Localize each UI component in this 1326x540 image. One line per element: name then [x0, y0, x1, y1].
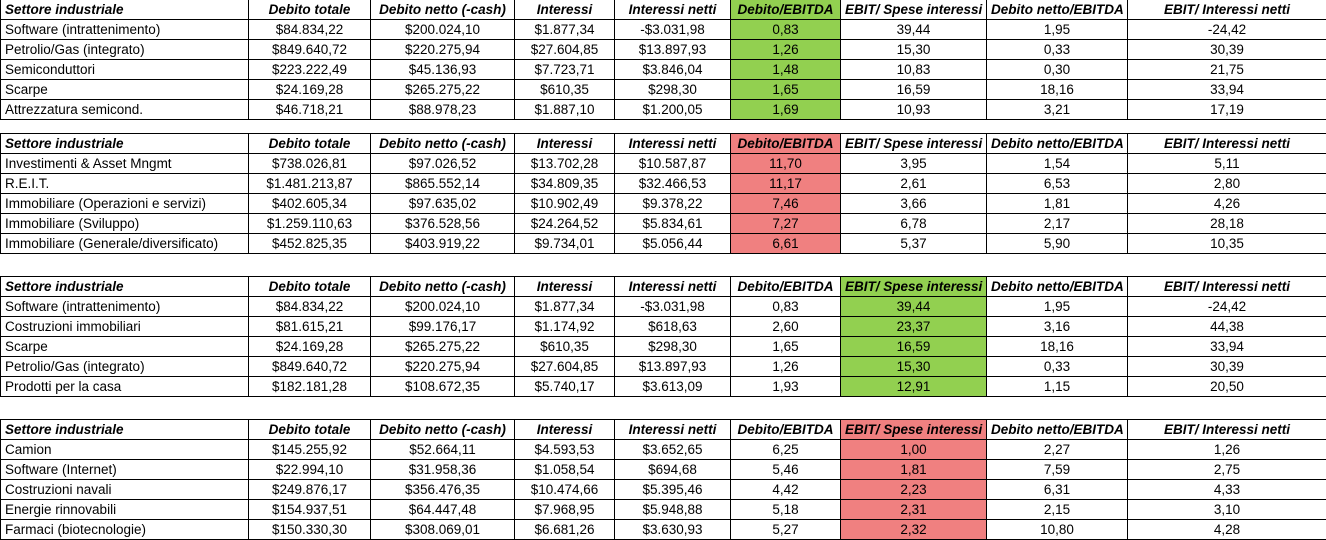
value-cell[interactable]: 4,28	[1128, 520, 1326, 540]
column-header[interactable]: Settore industriale	[1, 420, 249, 440]
table-row	[1, 214, 1326, 234]
table-row	[1, 40, 1326, 60]
table-row	[1, 440, 1326, 460]
sector-cell[interactable]: Prodotti per la casa	[1, 377, 249, 397]
value-cell[interactable]: $6.681,26	[515, 520, 615, 540]
sector-cell[interactable]: Camion	[1, 440, 249, 460]
value-cell[interactable]: $31.958,36	[371, 460, 515, 480]
value-cell[interactable]: 33,94	[1128, 80, 1326, 100]
column-header[interactable]: Debito netto (-cash)	[371, 134, 515, 154]
value-cell[interactable]: 7,46	[731, 194, 841, 214]
value-cell[interactable]: 1,26	[731, 357, 841, 377]
sector-cell[interactable]: Costruzioni navali	[1, 480, 249, 500]
value-cell[interactable]: $34.809,35	[515, 174, 615, 194]
value-cell[interactable]: $3.846,04	[615, 60, 731, 80]
value-cell[interactable]: 1,93	[731, 377, 841, 397]
data-table	[0, 0, 1326, 120]
column-header[interactable]: Debito netto (-cash)	[371, 420, 515, 440]
value-cell[interactable]: $154.937,51	[249, 500, 371, 520]
value-cell[interactable]: 7,27	[731, 214, 841, 234]
value-cell[interactable]: 1,69	[731, 100, 841, 120]
value-cell[interactable]: 4,26	[1128, 194, 1326, 214]
column-header[interactable]: EBIT/ Spese interessi	[841, 134, 987, 154]
value-cell[interactable]: $849.640,72	[249, 357, 371, 377]
value-cell[interactable]: 30,39	[1128, 40, 1326, 60]
value-cell[interactable]: $452.825,35	[249, 234, 371, 254]
value-cell[interactable]: $5.834,61	[615, 214, 731, 234]
value-cell[interactable]: $1.174,92	[515, 317, 615, 337]
value-cell[interactable]: 5,18	[731, 500, 841, 520]
column-header[interactable]: Interessi	[515, 420, 615, 440]
column-header[interactable]: EBIT/ Interessi netti	[1128, 420, 1326, 440]
value-cell[interactable]: $298,30	[615, 80, 731, 100]
value-cell[interactable]: $1.200,05	[615, 100, 731, 120]
value-cell[interactable]: $376.528,56	[371, 214, 515, 234]
value-cell[interactable]: $24.169,28	[249, 337, 371, 357]
column-header[interactable]: Interessi netti	[615, 134, 731, 154]
sector-cell[interactable]: Scarpe	[1, 337, 249, 357]
value-cell[interactable]: 28,18	[1128, 214, 1326, 234]
value-cell[interactable]: $694,68	[615, 460, 731, 480]
value-cell[interactable]: 12,91	[841, 377, 987, 397]
value-cell[interactable]: 30,39	[1128, 357, 1326, 377]
value-cell[interactable]: $99.176,17	[371, 317, 515, 337]
value-cell[interactable]: 5,46	[731, 460, 841, 480]
value-cell[interactable]: 10,83	[841, 60, 987, 80]
column-header[interactable]: Interessi	[515, 134, 615, 154]
sector-cell[interactable]: Software (intrattenimento)	[1, 20, 249, 40]
value-cell[interactable]: $220.275,94	[371, 357, 515, 377]
value-cell[interactable]: $3.630,93	[615, 520, 731, 540]
value-cell[interactable]: $22.994,10	[249, 460, 371, 480]
table-row	[1, 480, 1326, 500]
value-cell[interactable]: 44,38	[1128, 317, 1326, 337]
table-row	[1, 60, 1326, 80]
sector-cell[interactable]: Farmaci (biotecnologie)	[1, 520, 249, 540]
value-cell[interactable]: $3.652,65	[615, 440, 731, 460]
value-cell[interactable]: 39,44	[841, 297, 987, 317]
column-header[interactable]: EBIT/ Spese interessi	[841, 0, 987, 20]
column-header[interactable]: EBIT/ Interessi netti	[1128, 277, 1326, 297]
sector-cell[interactable]: Software (intrattenimento)	[1, 297, 249, 317]
value-cell[interactable]: $738.026,81	[249, 154, 371, 174]
value-cell[interactable]: 2,61	[841, 174, 987, 194]
column-header[interactable]: Debito/EBITDA	[731, 134, 841, 154]
value-cell[interactable]: $249.876,17	[249, 480, 371, 500]
value-cell[interactable]: $5.740,17	[515, 377, 615, 397]
value-cell[interactable]: 11,70	[731, 154, 841, 174]
value-cell[interactable]: $81.615,21	[249, 317, 371, 337]
table-row	[1, 500, 1326, 520]
column-header[interactable]: Debito/EBITDA	[731, 420, 841, 440]
value-cell[interactable]: 6,78	[841, 214, 987, 234]
value-cell[interactable]: $13.897,93	[615, 357, 731, 377]
value-cell[interactable]: $32.466,53	[615, 174, 731, 194]
value-cell[interactable]: 10,93	[841, 100, 987, 120]
value-cell[interactable]: 11,17	[731, 174, 841, 194]
value-cell[interactable]: $46.718,21	[249, 100, 371, 120]
value-cell[interactable]: 1,48	[731, 60, 841, 80]
value-cell[interactable]: -24,42	[1128, 297, 1326, 317]
value-cell[interactable]: $97.026,52	[371, 154, 515, 174]
value-cell[interactable]: $84.834,22	[249, 20, 371, 40]
header-row	[1, 420, 1326, 440]
value-cell[interactable]: 1,26	[1128, 440, 1326, 460]
value-cell[interactable]: 5,37	[841, 234, 987, 254]
value-cell[interactable]: 18,16	[987, 80, 1128, 100]
value-cell[interactable]: 15,30	[841, 357, 987, 377]
sector-cell[interactable]: Investimenti & Asset Mngmt	[1, 154, 249, 174]
value-cell[interactable]: -24,42	[1128, 20, 1326, 40]
value-cell[interactable]: 1,54	[987, 154, 1128, 174]
value-cell[interactable]: $108.672,35	[371, 377, 515, 397]
sector-cell[interactable]: Immobiliare (Sviluppo)	[1, 214, 249, 234]
value-cell[interactable]: $7.968,95	[515, 500, 615, 520]
table-row	[1, 460, 1326, 480]
column-header[interactable]: Debito netto/EBITDA	[987, 277, 1128, 297]
column-header[interactable]: Debito/EBITDA	[731, 0, 841, 20]
value-cell[interactable]: $265.275,22	[371, 80, 515, 100]
value-cell[interactable]: $308.069,01	[371, 520, 515, 540]
value-cell[interactable]: $4.593,53	[515, 440, 615, 460]
value-cell[interactable]: $610,35	[515, 337, 615, 357]
value-cell[interactable]: $298,30	[615, 337, 731, 357]
column-header[interactable]: Interessi netti	[615, 420, 731, 440]
value-cell[interactable]: 2,32	[841, 520, 987, 540]
column-header[interactable]: Debito totale	[249, 134, 371, 154]
value-cell[interactable]: 2,80	[1128, 174, 1326, 194]
column-header[interactable]: Debito/EBITDA	[731, 277, 841, 297]
value-cell[interactable]: $7.723,71	[515, 60, 615, 80]
value-cell[interactable]: 1,00	[841, 440, 987, 460]
value-cell[interactable]: 4,33	[1128, 480, 1326, 500]
value-cell[interactable]: 15,30	[841, 40, 987, 60]
table-row	[1, 377, 1326, 397]
value-cell[interactable]: $64.447,48	[371, 500, 515, 520]
value-cell[interactable]: $265.275,22	[371, 337, 515, 357]
value-cell[interactable]: $618,63	[615, 317, 731, 337]
value-cell[interactable]: 5,11	[1128, 154, 1326, 174]
sector-cell[interactable]: Energie rinnovabili	[1, 500, 249, 520]
value-cell[interactable]: 33,94	[1128, 337, 1326, 357]
value-cell[interactable]: 5,90	[987, 234, 1128, 254]
table-row	[1, 337, 1326, 357]
table-row	[1, 20, 1326, 40]
value-cell[interactable]: $24.169,28	[249, 80, 371, 100]
sector-cell[interactable]: Immobiliare (Operazioni e servizi)	[1, 194, 249, 214]
header-row	[1, 277, 1326, 297]
value-cell[interactable]: 1,65	[731, 80, 841, 100]
value-cell[interactable]: 2,23	[841, 480, 987, 500]
table-row	[1, 234, 1326, 254]
column-header[interactable]: Debito totale	[249, 0, 371, 20]
value-cell[interactable]: $1.259.110,63	[249, 214, 371, 234]
column-header[interactable]: Interessi	[515, 277, 615, 297]
column-header[interactable]: EBIT/ Spese interessi	[841, 420, 987, 440]
value-cell[interactable]: $1.058,54	[515, 460, 615, 480]
value-cell[interactable]: 1,26	[731, 40, 841, 60]
value-cell[interactable]: -$3.031,98	[615, 20, 731, 40]
value-cell[interactable]: 3,21	[987, 100, 1128, 120]
value-cell[interactable]: $13.702,28	[515, 154, 615, 174]
value-cell[interactable]: 6,53	[987, 174, 1128, 194]
table-row	[1, 357, 1326, 377]
value-cell[interactable]: $182.181,28	[249, 377, 371, 397]
value-cell[interactable]: 7,59	[987, 460, 1128, 480]
value-cell[interactable]: 0,83	[731, 20, 841, 40]
column-header[interactable]: Interessi netti	[615, 0, 731, 20]
header-row	[1, 134, 1326, 154]
column-header[interactable]: Interessi netti	[615, 277, 731, 297]
value-cell[interactable]: 3,66	[841, 194, 987, 214]
value-cell[interactable]: 23,37	[841, 317, 987, 337]
value-cell[interactable]: 2,15	[987, 500, 1128, 520]
value-cell[interactable]: $223.222,49	[249, 60, 371, 80]
value-cell[interactable]: 0,33	[987, 40, 1128, 60]
value-cell[interactable]: 2,75	[1128, 460, 1326, 480]
value-cell[interactable]: $220.275,94	[371, 40, 515, 60]
sector-cell[interactable]: Software (Internet)	[1, 460, 249, 480]
value-cell[interactable]: 1,81	[987, 194, 1128, 214]
table-row	[1, 154, 1326, 174]
value-cell[interactable]: $24.264,52	[515, 214, 615, 234]
column-header[interactable]: Debito netto/EBITDA	[987, 420, 1128, 440]
value-cell[interactable]: $10.474,66	[515, 480, 615, 500]
column-header[interactable]: EBIT/ Interessi netti	[1128, 0, 1326, 20]
value-cell[interactable]: $849.640,72	[249, 40, 371, 60]
value-cell[interactable]: 0,33	[987, 357, 1128, 377]
sector-cell[interactable]: Attrezzatura semicond.	[1, 100, 249, 120]
value-cell[interactable]: $1.887,10	[515, 100, 615, 120]
value-cell[interactable]: 1,65	[731, 337, 841, 357]
sector-cell[interactable]: Immobiliare (Generale/diversificato)	[1, 234, 249, 254]
column-header[interactable]: Settore industriale	[1, 277, 249, 297]
value-cell[interactable]: $84.834,22	[249, 297, 371, 317]
value-cell[interactable]: 17,19	[1128, 100, 1326, 120]
value-cell[interactable]: $1.877,34	[515, 297, 615, 317]
value-cell[interactable]: $200.024,10	[371, 20, 515, 40]
value-cell[interactable]: 6,31	[987, 480, 1128, 500]
value-cell[interactable]: $10.587,87	[615, 154, 731, 174]
value-cell[interactable]: -$3.031,98	[615, 297, 731, 317]
table-row	[1, 520, 1326, 540]
value-cell[interactable]: $1.481.213,87	[249, 174, 371, 194]
value-cell[interactable]: $5.056,44	[615, 234, 731, 254]
column-header[interactable]: Debito netto (-cash)	[371, 0, 515, 20]
value-cell[interactable]: $865.552,14	[371, 174, 515, 194]
sector-cell[interactable]: Petrolio/Gas (integrato)	[1, 40, 249, 60]
sector-cell[interactable]: Scarpe	[1, 80, 249, 100]
data-table	[0, 133, 1326, 254]
column-header[interactable]: Debito netto/EBITDA	[987, 134, 1128, 154]
value-cell[interactable]: 16,59	[841, 80, 987, 100]
column-header[interactable]: EBIT/ Spese interessi	[841, 277, 987, 297]
value-cell[interactable]: $5.395,46	[615, 480, 731, 500]
value-cell[interactable]: 3,16	[987, 317, 1128, 337]
value-cell[interactable]: 2,60	[731, 317, 841, 337]
column-header[interactable]: Debito netto/EBITDA	[987, 0, 1128, 20]
value-cell[interactable]: 10,35	[1128, 234, 1326, 254]
value-cell[interactable]: 1,95	[987, 20, 1128, 40]
table-row	[1, 194, 1326, 214]
value-cell[interactable]: $150.330,30	[249, 520, 371, 540]
value-cell[interactable]: 1,95	[987, 297, 1128, 317]
value-cell[interactable]: $27.604,85	[515, 40, 615, 60]
value-cell[interactable]: 1,81	[841, 460, 987, 480]
value-cell[interactable]: 39,44	[841, 20, 987, 40]
sector-cell[interactable]: Semiconduttori	[1, 60, 249, 80]
value-cell[interactable]: 10,80	[987, 520, 1128, 540]
value-cell[interactable]: $27.604,85	[515, 357, 615, 377]
value-cell[interactable]: 4,42	[731, 480, 841, 500]
data-table	[0, 419, 1326, 540]
sector-cell[interactable]: Costruzioni immobiliari	[1, 317, 249, 337]
value-cell[interactable]: $52.664,11	[371, 440, 515, 460]
value-cell[interactable]: 6,61	[731, 234, 841, 254]
value-cell[interactable]: $9.378,22	[615, 194, 731, 214]
column-header[interactable]: Debito totale	[249, 277, 371, 297]
table-row	[1, 100, 1326, 120]
value-cell[interactable]: 1,15	[987, 377, 1128, 397]
value-cell[interactable]: 2,17	[987, 214, 1128, 234]
value-cell[interactable]: 2,27	[987, 440, 1128, 460]
value-cell[interactable]: $200.024,10	[371, 297, 515, 317]
value-cell[interactable]: $88.978,23	[371, 100, 515, 120]
value-cell[interactable]: $45.136,93	[371, 60, 515, 80]
value-cell[interactable]: 20,50	[1128, 377, 1326, 397]
sector-cell[interactable]: Petrolio/Gas (integrato)	[1, 357, 249, 377]
sector-cell[interactable]: R.E.I.T.	[1, 174, 249, 194]
column-header[interactable]: Settore industriale	[1, 134, 249, 154]
table-row	[1, 297, 1326, 317]
value-cell[interactable]: $402.605,34	[249, 194, 371, 214]
table-row	[1, 174, 1326, 194]
value-cell[interactable]: $610,35	[515, 80, 615, 100]
value-cell[interactable]: $356.476,35	[371, 480, 515, 500]
value-cell[interactable]: $5.948,88	[615, 500, 731, 520]
value-cell[interactable]: $13.897,93	[615, 40, 731, 60]
value-cell[interactable]: 3,95	[841, 154, 987, 174]
value-cell[interactable]: $10.902,49	[515, 194, 615, 214]
value-cell[interactable]: 21,75	[1128, 60, 1326, 80]
data-table	[0, 276, 1326, 397]
value-cell[interactable]: 16,59	[841, 337, 987, 357]
table-row	[1, 317, 1326, 337]
value-cell[interactable]: 6,25	[731, 440, 841, 460]
column-header[interactable]: Settore industriale	[1, 0, 249, 20]
column-header[interactable]: Debito netto (-cash)	[371, 277, 515, 297]
value-cell[interactable]: 3,10	[1128, 500, 1326, 520]
value-cell[interactable]: $145.255,92	[249, 440, 371, 460]
value-cell[interactable]: $3.613,09	[615, 377, 731, 397]
value-cell[interactable]: $9.734,01	[515, 234, 615, 254]
table-row	[1, 80, 1326, 100]
column-header[interactable]: Debito totale	[249, 420, 371, 440]
value-cell[interactable]: 0,83	[731, 297, 841, 317]
column-header[interactable]: Interessi	[515, 0, 615, 20]
value-cell[interactable]: 2,31	[841, 500, 987, 520]
value-cell[interactable]: $97.635,02	[371, 194, 515, 214]
column-header[interactable]: EBIT/ Interessi netti	[1128, 134, 1326, 154]
header-row	[1, 0, 1326, 20]
value-cell[interactable]: $403.919,22	[371, 234, 515, 254]
value-cell[interactable]: 18,16	[987, 337, 1128, 357]
value-cell[interactable]: 5,27	[731, 520, 841, 540]
value-cell[interactable]: $1.877,34	[515, 20, 615, 40]
value-cell[interactable]: 0,30	[987, 60, 1128, 80]
